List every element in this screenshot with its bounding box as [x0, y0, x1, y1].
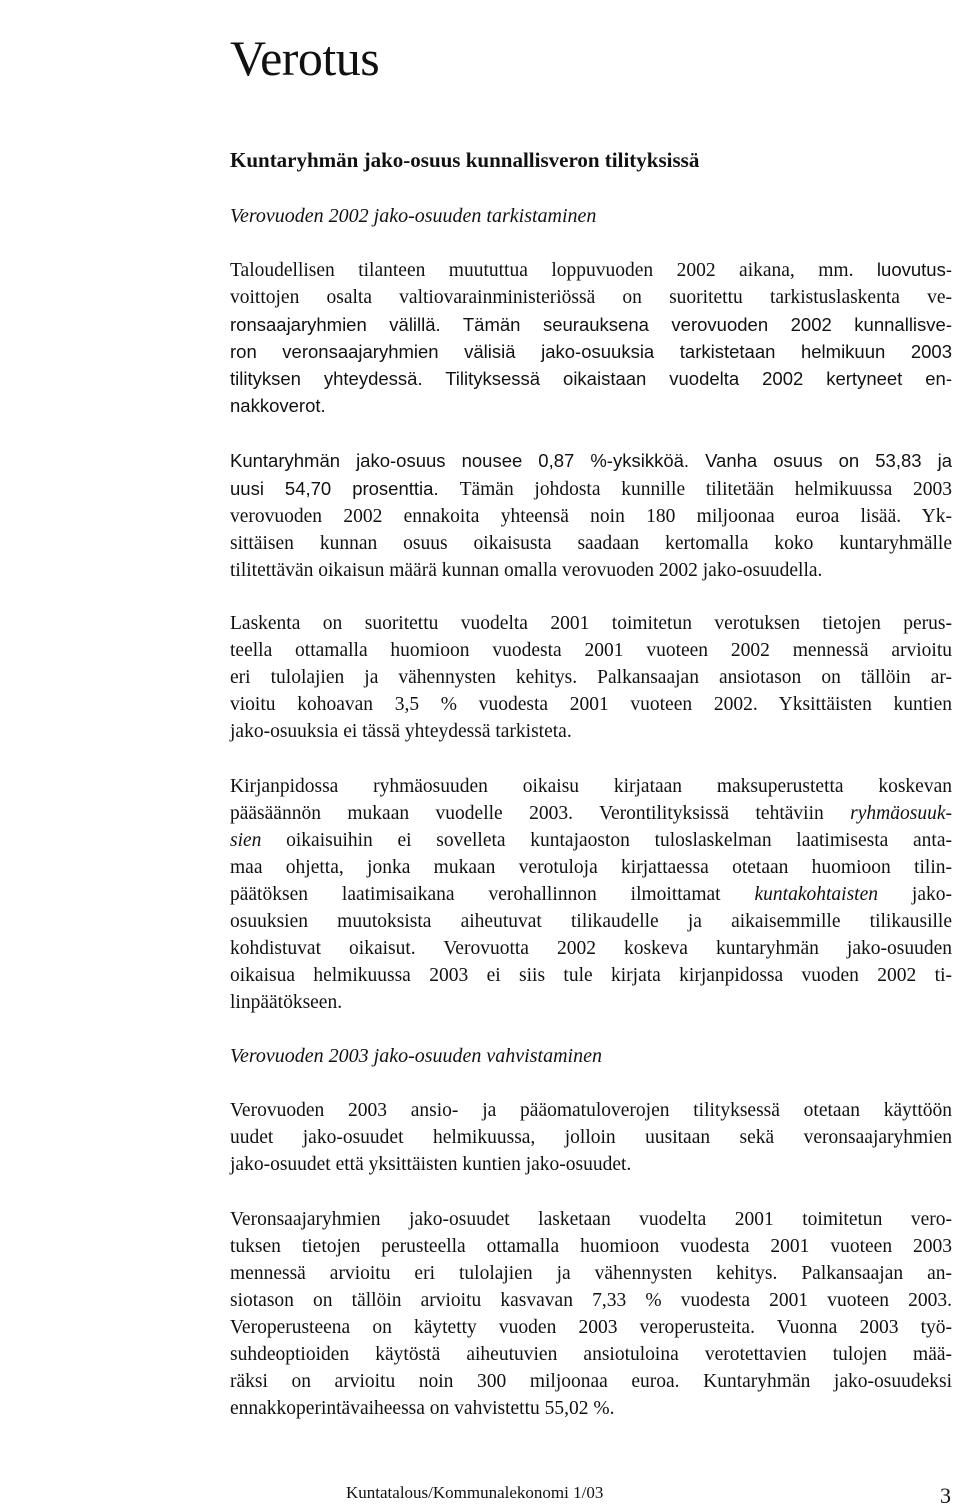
- text-line: Laskenta on suoritettu vuodelta 2001 toimitetun verotuksen tietojen perus-: [230, 613, 952, 634]
- text-run: uusi 54,70 prosenttia.: [230, 478, 460, 499]
- text-line: nakkoverot.: [230, 395, 326, 416]
- text-line: eri tulolajien ja vähennysten kehitys. Palkansaajan ansiotason on tällöin ar-: [230, 667, 952, 688]
- text-line: maa ohjetta, jonka mukaan verotuloja kirjattaessa otetaan huomioon tilin-: [230, 857, 952, 878]
- text-line: Kirjanpidossa ryhmäosuuden oikaisu kirjataan maksuperustetta koskevan: [230, 776, 952, 797]
- text-line: voittojen osalta valtiovarainministeriössä on suoritettu tarkistuslaskenta ve-: [230, 287, 952, 308]
- text-line: vioitu kohoavan 3,5 % vuodesta 2001 vuoteen 2002. Yksittäisten kuntien: [230, 694, 952, 715]
- text-line: [230, 827, 952, 854]
- section-2-paragraph-2: [230, 1206, 952, 1422]
- text-line: [230, 800, 952, 827]
- text-line: ennakkoperintävaiheessa on vahvistettu 55,02 %.: [230, 1398, 615, 1419]
- text-line: [230, 881, 952, 908]
- text-line: [230, 256, 952, 284]
- text-line: Verovuoden 2003 ansio- ja pääomatuloverojen tilityksessä otetaan käyttöön: [230, 1100, 952, 1121]
- footer-publication: Kuntatalous/Kommunalekonomi 1/03: [346, 1483, 604, 1502]
- text-line: Veroperusteena on käytetty vuoden 2003 veroperusteita. Vuonna 2003 työ-: [230, 1317, 952, 1338]
- text-line: oikaisua helmikuussa 2003 ei siis tule kirjata kirjanpidossa vuoden 2002 ti-: [230, 965, 952, 986]
- text-run: Tämän johdosta kunnille tilitetään helmikuussa 2003: [459, 479, 952, 500]
- section-1-paragraph-1: [230, 256, 952, 419]
- text-run: Vanha osuus on 53,83 ja: [705, 450, 952, 471]
- text-line: uudet jako-osuudet helmikuussa, jolloin uusitaan sekä veronsaajaryhmien: [230, 1127, 952, 1148]
- text-run: jako-: [878, 884, 952, 905]
- text-run: oikaisuihin ei sovelleta kuntajaoston tuloslaskelman laatimisesta anta-: [261, 830, 952, 851]
- section-1-subheading: Verovuoden 2002 jako-osuuden tarkistaminen: [230, 205, 597, 227]
- emphasis: sien: [230, 830, 262, 851]
- text-line: [230, 475, 952, 503]
- text-line: ronsaajaryhmien välillä. Tämän seurauksena verovuoden 2002 kunnallisve-: [230, 314, 952, 335]
- emphasis: ryhmäosuuk-: [850, 803, 952, 824]
- section-1-paragraph-3: [230, 610, 952, 745]
- text-line: räksi on arvioitu noin 300 miljoonaa euroa. Kuntaryhmän jako-osuudeksi: [230, 1371, 952, 1392]
- text-run: pääsäännön mukaan vuodelle 2003. Verontilityksissä tehtäviin: [230, 803, 851, 824]
- text-line: mennessä arvioitu eri tulolajien ja vähennysten kehitys. Palkansaajan an-: [230, 1263, 952, 1284]
- text-line: verovuoden 2002 ennakoita yhteensä noin 180 miljoonaa euroa lisää. Yk-: [230, 506, 952, 527]
- text-line: tilitettävän oikaisun määrä kunnan omalla verovuoden 2002 jako-osuudella.: [230, 560, 823, 581]
- text-line: Veronsaajaryhmien jako-osuudet lasketaan vuodelta 2001 toimitetun vero-: [230, 1209, 952, 1230]
- text-line: ron veronsaajaryhmien välisiä jako-osuuksia tarkistetaan helmikuun 2003: [230, 341, 952, 362]
- text-line: osuuksien muutoksista aiheutuvat tilikaudelle ja aikaisemmille tilikausille: [230, 911, 952, 932]
- text-line: sittäisen kunnan osuus oikaisusta saadaan kertomalla koko kuntaryhmälle: [230, 533, 952, 554]
- page-title: Verotus: [230, 30, 380, 86]
- text-run: päätöksen laatimisaikana verohallinnon ilmoittamat: [230, 884, 755, 905]
- text-line: kohdistuvat oikaisut. Verovuotta 2002 koskeva kuntaryhmän jako-osuuden: [230, 938, 952, 959]
- section-2-paragraph-1: [230, 1097, 952, 1178]
- text-line: jako-osuudet että yksittäisten kuntien jako-osuudet.: [230, 1154, 632, 1175]
- section-1-paragraph-2: [230, 447, 952, 584]
- text-line: linpäätökseen.: [230, 992, 343, 1013]
- article-heading: Kuntaryhmän jako-osuus kunnallisveron tilityksissä: [230, 148, 700, 172]
- text-line: [230, 447, 952, 475]
- text-run: Taloudellisen tilanteen muututtua loppuvuoden 2002 aikana, mm.: [230, 260, 877, 281]
- emphasis: kuntakohtaisten: [754, 884, 878, 905]
- page-number: 3: [940, 1483, 951, 1508]
- text-line: suhdeoptioiden käytöstä aiheutuvien ansiotuloina verotettavien tulojen mää-: [230, 1344, 952, 1365]
- section-2-subheading: Verovuoden 2003 jako-osuuden vahvistaminen: [230, 1045, 602, 1067]
- text-line: tilityksen yhteydessä. Tilityksessä oikaistaan vuodelta 2002 kertyneet en-: [230, 368, 952, 389]
- text-line: tuksen tietojen perusteella ottamalla huomioon vuodesta 2001 vuoteen 2003: [230, 1236, 952, 1257]
- text-line: teella ottamalla huomioon vuodesta 2001 vuoteen 2002 mennessä arvioitu: [230, 640, 952, 661]
- text-line: jako-osuuksia ei tässä yhteydessä tarkisteta.: [230, 721, 572, 742]
- section-1-paragraph-4: [230, 773, 952, 1016]
- text-run: Kuntaryhmän jako-osuus nousee 0,87 %-yksikköä.: [230, 450, 706, 471]
- text-line: siotason on tällöin arvioitu kasvavan 7,33 % vuodesta 2001 vuoteen 2003.: [230, 1290, 952, 1311]
- text-run: luovutus-: [876, 259, 952, 280]
